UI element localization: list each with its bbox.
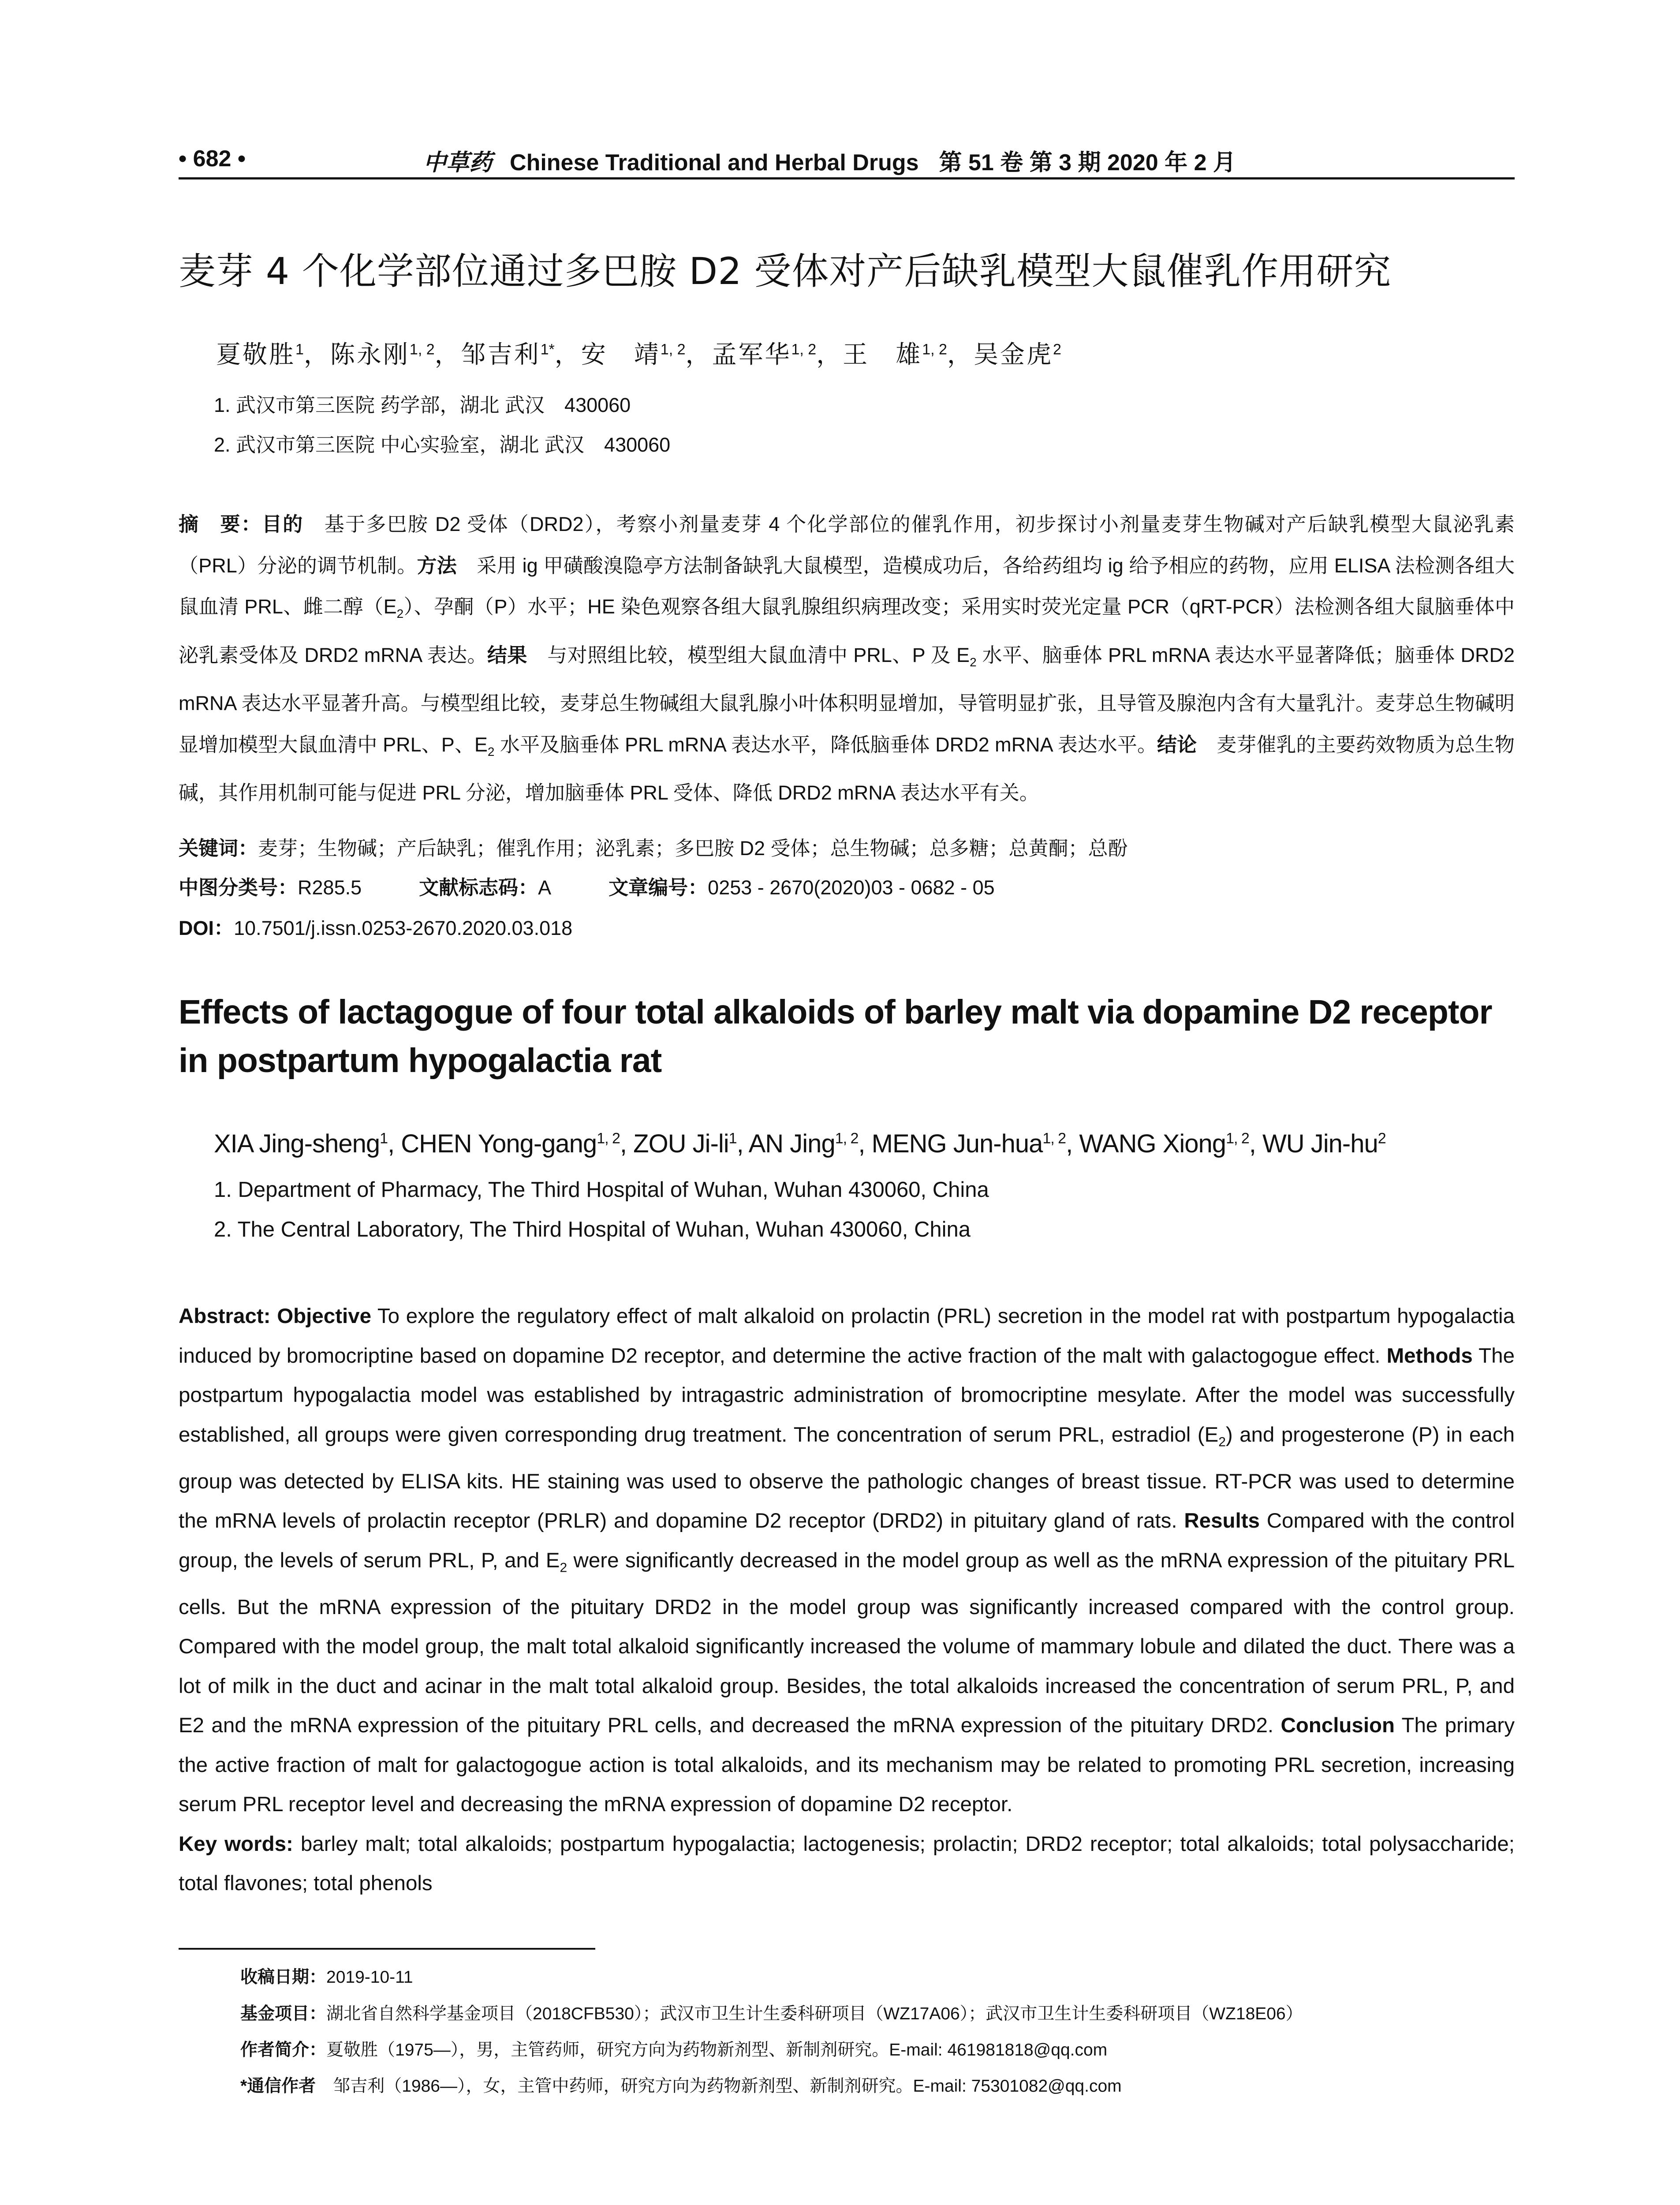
affiliation-cn: 2. 武汉市第三医院 中心实验室，湖北 武汉 430060: [214, 434, 671, 456]
page-number: • 682 •: [179, 146, 246, 172]
conclusion-label-en: Conclusion: [1281, 1714, 1395, 1737]
methods-label-en: Methods: [1386, 1344, 1473, 1368]
results-label-cn: 结果: [487, 643, 527, 666]
keywords-label-en: Key words:: [179, 1832, 301, 1856]
doi-link[interactable]: 10.7501/j.issn.0253-2670.2020.03.018: [234, 917, 573, 939]
running-header: [179, 140, 1515, 176]
footnote-author: 作者简介：夏敬胜（1975—），男，主管药师，研究方向为药物新剂型、新制剂研究。E-mail: 461981818@qq.com: [240, 2041, 1108, 2059]
keywords-en: barley malt; total alkaloids; postpartum hypogalactia; lactogenesis; prolactin; DRD2 receptor; total alkaloids; total polysaccharide; total flavones; total phenols: [179, 1832, 1515, 1895]
journal-name-en: Chinese Traditional and Herbal Drugs: [510, 150, 919, 176]
title-en: Effects of lactagogue of four total alkaloids of barley malt via dopamine D2 receptor in postpartum hypogalactia rat: [179, 993, 1492, 1080]
author-cn: 陈永刚$^{1, 2}$，: [330, 340, 461, 369]
author-cn: 夏敬胜$^1$，: [216, 340, 330, 369]
objective-label-cn: 目的: [262, 513, 304, 535]
conclusion-label-cn: 结论: [1157, 733, 1197, 756]
header-rule: [179, 177, 1515, 179]
objective-label-en: Objective: [277, 1304, 372, 1328]
journal-name-cn: 中草药: [423, 149, 493, 176]
footnote-rule: [179, 1948, 595, 1950]
author-en: CHEN Yong-gang$^{1, 2}$,: [401, 1129, 634, 1158]
author-en: AN Jing$^{1, 2}$,: [748, 1129, 872, 1158]
classification-cn: 中图分类号：R285.5 文献标志码：A 文章编号：0253 - 2670(2020)03 - 0682 - 05: [179, 876, 995, 899]
methods-label-cn: 方法: [417, 554, 457, 577]
footnote-fund: 基金项目：湖北省自然科学基金项目（2018CFB530）；武汉市卫生计生委科研项目（WZ17A06）；武汉市卫生计生委科研项目（WZ18E06）: [240, 2004, 1303, 2023]
author-en: WANG Xiong$^{1, 2}$,: [1079, 1129, 1263, 1158]
results-label-en: Results: [1184, 1509, 1260, 1532]
affiliation-en: 2. The Central Laboratory, The Third Hospital of Wuhan, Wuhan 430060, China: [214, 1218, 971, 1241]
title-cn: 麦芽 4 个化学部位通过多巴胺 D2 受体对产后缺乳模型大鼠催乳作用研究: [179, 250, 1392, 293]
abstract-en: Abstract: Objective To explore the regulatory effect of malt alkaloid on prolactin (PRL) secretion in the model rat with postpartum hypogalactia induced by bromocriptine based on dopamine D2 receptor, and determine the active fraction of the malt with galactogogue effect. Methods The postpartum hypogalactia model was established by intragastric administration of bromocriptine mesylate. After the model was successfully established, all groups were given corresponding drug treatment. The concentration of serum PRL, estradiol $(E_2)$ and progesterone (P) in each group was detected by ELISA kits. HE staining was used to observe the pathologic changes of breast tissue. RT-PCR was used to determine the mRNA levels of prolactin receptor (PRLR) and dopamine D2 receptor (DRD2) in pituitary gland of rats. Results Compared with the control group, the levels of serum PRL, P, and $E_2$ were significantly decreased in the model group as well as the mRNA expression of the pituitary PRL cells. But the mRNA expression of the pituitary DRD2 in the model group was significantly increased compared with the control group. Compared with the model group, the malt total alkaloid significantly increased the volume of mammary lobule and dilated the duct. There was a lot of milk in the duct and acinar in the malt total alkaloid group. Besides, the total alkaloids increased the concentration of serum PRL, P, and E2 and the mRNA expression of the pituitary PRL cells, and decreased the mRNA expression of the pituitary DRD2. Conclusion The primary the active fraction of malt for galactogogue action is total alkaloids, and its mechanism may be related to promoting PRL secretion, increasing serum PRL receptor level and decreasing the mRNA expression of dopamine D2 receptor. Key words: barley malt; total alkaloids; postpartum hypogalactia; lactogenesis; prolactin; DRD2 receptor; total alkaloids; total polysaccharide; total flavones; total phenols: [179, 1304, 1515, 1895]
doi: DOI：10.7501/j.issn.0253-2670.2020.03.018: [179, 917, 573, 939]
author-en: XIA Jing-sheng$^1$,: [214, 1129, 401, 1158]
journal-name: [423, 144, 1236, 177]
footnote-received: 收稿日期：2019-10-11: [240, 1968, 413, 1987]
author-cn: 王 雄$^{1, 2}$，: [843, 340, 974, 369]
journal-issue: 第 51 卷 第 3 期 2020 年 2 月: [939, 150, 1236, 176]
author-cn: 孟军华$^{1, 2}$，: [712, 340, 843, 369]
author-cn: 安 靖$^{1, 2}$，: [581, 340, 712, 369]
abstract-cn: 摘 要：目的 基于多巴胺 D2 受体（DRD2），考察小剂量麦芽 4 个化学部位的催乳作用，初步探讨小剂量麦芽生物碱对产后缺乳模型大鼠泌乳素（PRL）分泌的调节机制。方法 采用 ig 甲磺酸溴隐亭方法制备缺乳大鼠模型，造模成功后，各给药组均 ig 给予相应的药物，应用 ELISA 法检测各组大鼠血清 PRL、雌二醇$(E_2)$、孕酮（P）水平；HE 染色观察各组大鼠乳腺组织病理改变；采用实时荧光定量 PCR（qRT-PCR）法检测各组大鼠脑垂体中泌乳素受体及 DRD2 mRNA 表达。结果 与对照组比较，模型组大鼠血清中 PRL、P 及 $E_2$ 水平、脑垂体 PRL mRNA 表达水平显著降低；脑垂体 DRD2 mRNA 表达水平显著升高。与模型组比较，麦芽总生物碱组大鼠乳腺小叶体积明显增加，导管明显扩张，且导管及腺泡内含有大量乳汁。麦芽总生物碱明显增加模型大鼠血清中 PRL、P、$E_2$ 水平及脑垂体 PRL mRNA 表达水平，降低脑垂体 DRD2 mRNA 表达水平。结论 麦芽催乳的主要药效物质为总生物碱，其作用机制可能与促进 PRL 分泌，增加脑垂体 PRL 受体、降低 DRD2 mRNA 表达水平有关。: [179, 513, 1515, 804]
authors-cn: [216, 335, 1061, 370]
author-en: ZOU $Ji-li^1$,: [633, 1129, 749, 1158]
author-en: WU Jin-$hu^2$: [1262, 1129, 1386, 1158]
footnote-corresponding: *通信作者 邹吉利（1986—），女，主管中药师，研究方向为药物新剂型、新制剂研究。E-mail: 75301082@qq.com: [240, 2077, 1122, 2096]
author-cn: 邹吉利$^{1*}$，: [461, 340, 581, 369]
author-en: MENG Jun-hua$^{1, 2}$,: [871, 1129, 1079, 1158]
keywords-cn: 关键词：麦芽；生物碱；产后缺乳；催乳作用；泌乳素；多巴胺 D2 受体；总生物碱；总多糖；总黄酮；总酚: [179, 837, 1128, 860]
affiliation-en: 1. Department of Pharmacy, The Third Hospital of Wuhan, Wuhan 430060, China: [214, 1178, 989, 1202]
author-cn: 吴金虎$^2$: [973, 340, 1061, 369]
affiliation-cn: 1. 武汉市第三医院 药学部，湖北 武汉 430060: [214, 394, 631, 416]
authors-en: [214, 1129, 1386, 1159]
